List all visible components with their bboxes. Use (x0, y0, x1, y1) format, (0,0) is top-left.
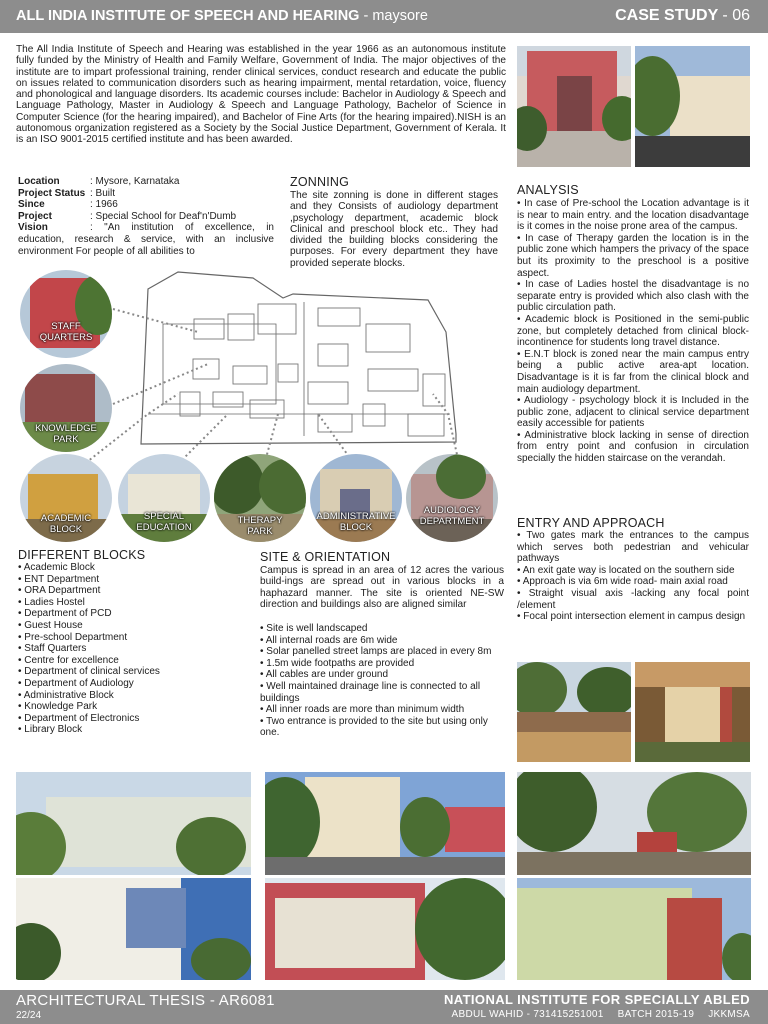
author-info (452, 1009, 750, 1020)
entry-item: • Approach is via 6m wide road- main axial road (517, 576, 749, 588)
block-item: • Library Block (18, 724, 248, 736)
status-value: : Built (90, 187, 116, 199)
site-item: • Well maintained drainage line is connected to all buildings (260, 681, 504, 704)
block-item: • Pre-school Department (18, 632, 248, 644)
photo-bottom-5 (265, 878, 505, 980)
site-text: Campus is spread in an area of 12 acres the various build-ings are spread out in various blocks in a haphazard manner. The site is oriented NE-SW direction and buildings also are aligned similar (260, 565, 504, 610)
entry-item: • Straight visual axis -lacking any focal point /element (517, 588, 749, 611)
zoning-heading: ZONNING (290, 175, 350, 189)
leader-line (113, 364, 208, 404)
block-item: • Guest House (18, 620, 248, 632)
academic-label-line-1: ACADEMIC (40, 513, 92, 524)
therapy-label-line-2: PARK (247, 525, 273, 537)
plan-block (366, 324, 410, 352)
special-label-line-1: SPECIAL (143, 511, 185, 522)
block-item: • Department of Audiology (18, 678, 248, 690)
audiology-department-photo (406, 454, 498, 542)
knowledge-park-photo (20, 364, 112, 452)
plan-block (363, 404, 385, 426)
entry-list (517, 530, 749, 623)
entry-heading: ENTRY AND APPROACH (517, 516, 665, 530)
block-item: • Centre for excellence (18, 655, 248, 667)
audiology-label-line-2: DEPARTMENT (419, 515, 485, 527)
site-item: • All cables are under ground (260, 669, 504, 681)
special-label-line-2: EDUCATION (136, 521, 192, 533)
analysis-item: • Audiology - psychology block it is Included in the public zone, adjacent to clinical service department easily accessible for patients (517, 395, 749, 430)
analysis-item: • In case of Ladies hostel the disadvantage is no separate entry is provided which also clash with the public circulation path. (517, 279, 749, 314)
audiology-label-line-1: AUDIOLOGY (423, 505, 481, 516)
project-facts (18, 176, 274, 257)
entry-item: • An exit gate way is located on the southern side (517, 565, 749, 577)
photo-bottom-6 (517, 878, 751, 980)
photo-bottom-3 (517, 772, 751, 875)
page-number: 22/24 (16, 1010, 42, 1021)
block-item: • Department of clinical services (18, 666, 248, 678)
entry-item: • Focal point intersection element in campus design (517, 611, 749, 623)
plan-block (368, 369, 418, 391)
plan-block (318, 344, 348, 366)
site-heading: SITE & ORIENTATION (260, 550, 391, 564)
college: JKKMSA (708, 1009, 750, 1020)
photo-corridor (635, 662, 750, 762)
photo-bottom-1 (16, 772, 251, 875)
thesis-title: ARCHITECTURAL THESIS - AR6081 (16, 992, 275, 1009)
blocks-list (18, 562, 248, 736)
analysis-heading: ANALYSIS (517, 183, 579, 197)
photo-campus-building (635, 46, 750, 167)
location-label: Location (18, 176, 60, 187)
vision-statement: Vision : "An institution of excellence, in education, research & service, with an inclusive environment For people of all abilities to (18, 222, 274, 257)
footer-bar (0, 990, 768, 1024)
plan-block (233, 366, 267, 384)
site-item: • All inner roads are more than minimum width (260, 704, 504, 716)
since-label: Since (18, 199, 45, 211)
block-item: • Academic Block (18, 562, 248, 574)
block-item: • Department of Electronics (18, 713, 248, 725)
case-study-label: CASE STUDY - 06 (615, 7, 750, 24)
academic-label-line-2: BLOCK (49, 523, 83, 535)
staff-label-line-2: QUARTERS (39, 331, 93, 343)
plan-block (318, 414, 352, 432)
location-value: : Mysore, Karnataka (90, 176, 180, 187)
site-item: • Site is well landscaped (260, 623, 504, 635)
plan-block (213, 392, 243, 407)
block-item: • Ladies Hostel (18, 597, 248, 609)
analysis-item: • In case of Pre-school the Location advantage is it is near to main entry. and the location disadvantage is it comes in the noise prone area of the campus. (517, 198, 749, 233)
analysis-item: • E.N.T block is zoned near the main campus entry being a public active area-apt location. Disadvantage is it is far from the clinical block and main audiology department. (517, 349, 749, 395)
block-item: • Staff Quarters (18, 643, 248, 655)
plan-block (250, 400, 284, 418)
knowledge-label-line-2: PARK (53, 433, 79, 445)
since-value: : 1966 (90, 199, 118, 211)
admin-label-line-2: BLOCK (339, 521, 373, 533)
plan-block (258, 304, 296, 334)
plan-block (318, 308, 360, 326)
academic-block-photo (20, 454, 112, 542)
analysis-item: • Academic block is Positioned in the semi-public zone, but completely detached from clinical block- incontinence for students long travel distance. (517, 314, 749, 349)
block-item: • Administrative Block (18, 690, 248, 702)
entry-item: • Two gates mark the entrances to the campus which serves both pedestrian and vehicular pathways (517, 530, 749, 565)
photo-entry-gate (517, 662, 631, 762)
project-title: NATIONAL INSTITUTE FOR SPECIALLY ABLED (443, 992, 750, 1007)
staff-label-line-1: STAFF (51, 321, 81, 332)
project-label: Project (18, 210, 52, 222)
analysis-item: • Administrative block lacking in sense of direction from entry point and confusion in circulation specially the hidden staircase on the verandah. (517, 430, 749, 465)
site-list (260, 623, 504, 739)
photo-bottom-4 (16, 878, 251, 980)
site-item: • All internal roads are 6m wide (260, 635, 504, 647)
plan-block (194, 319, 224, 339)
photo-bottom-2 (265, 772, 505, 875)
therapy-park-photo (214, 454, 306, 542)
plan-block (308, 382, 348, 404)
administrative-block-photo (310, 454, 402, 542)
block-item: • Knowledge Park (18, 701, 248, 713)
block-item: • ORA Department (18, 585, 248, 597)
leader-line (433, 394, 458, 459)
plan-block (408, 414, 444, 436)
header-bar (0, 0, 768, 33)
status-label: Project Status (18, 187, 86, 199)
project-value: : Special School for Deaf'n'Dumb (90, 210, 237, 222)
site-item: • Two entrance is provided to the site but using only one. (260, 716, 504, 739)
plan-block (278, 364, 298, 382)
plan-block (228, 314, 254, 340)
site-item: • Solar panelled street lamps are placed in every 8m (260, 646, 504, 658)
photo-campus-entrance (517, 46, 631, 167)
author-name: ABDUL WAHID - 731415251001 (451, 1009, 604, 1020)
staff-quarters-photo (20, 270, 112, 358)
intro-paragraph: The All India Institute of Speech and Hearing was established in the year 1966 as an autonomous institute fully funded by the Ministry of Health and Family Welfare, Government of India. The major objectives of the institute are to impart professional training, render clinical services, conduct research and educate the public on issues related to communication disorders such as hearing impairment, mental retardation, voice, fluency and phonological and language disorders. Its academic courses include: Bachelor in Audiology & Speech and Language Pathology, Master in Audiology & Speech and Language Pathology, Bachelor of Science in Computer Science (for the hearing impaired), and Bachelor of Fine Arts (for the hearing impaired).NISH is an autonomous organization registered as a Society by the Social Justice Department, Government of Kerala. It is an ISO 9001-2015 certified institute and has been awarded. (16, 44, 506, 146)
analysis-list (517, 198, 749, 465)
page-title: ALL INDIA INSTITUTE OF SPEECH AND HEARING - maysore (16, 8, 428, 24)
analysis-item: • In case of Therapy garden the location is in the public zone which hampers the privacy of the space but its proximity to the preschool is a positive aspect. (517, 233, 749, 279)
leader-line (113, 309, 198, 332)
special-education-photo (118, 454, 210, 542)
site-item: • 1.5m wide footpaths are provided (260, 658, 504, 670)
zoning-text: The site zonning is done in different stages and they Consists of audiology department ,psychology department, academic block Clinical and preschool block etc.. They had divided the building blocks considering the purposes. For every department they have provided seperate blocks. (290, 190, 498, 269)
blocks-heading: DIFFERENT BLOCKS (18, 548, 146, 562)
therapy-label-line-1: THERAPY (237, 515, 283, 526)
plan-block (423, 374, 445, 406)
block-item: • Department of PCD (18, 608, 248, 620)
batch: BATCH 2015-19 (617, 1009, 695, 1020)
block-item: • ENT Department (18, 574, 248, 586)
site-boundary (141, 272, 456, 444)
knowledge-label-line-1: KNOWLEDGE (35, 423, 97, 434)
admin-label-line-1: ADMINISTRATIVE (316, 511, 396, 522)
